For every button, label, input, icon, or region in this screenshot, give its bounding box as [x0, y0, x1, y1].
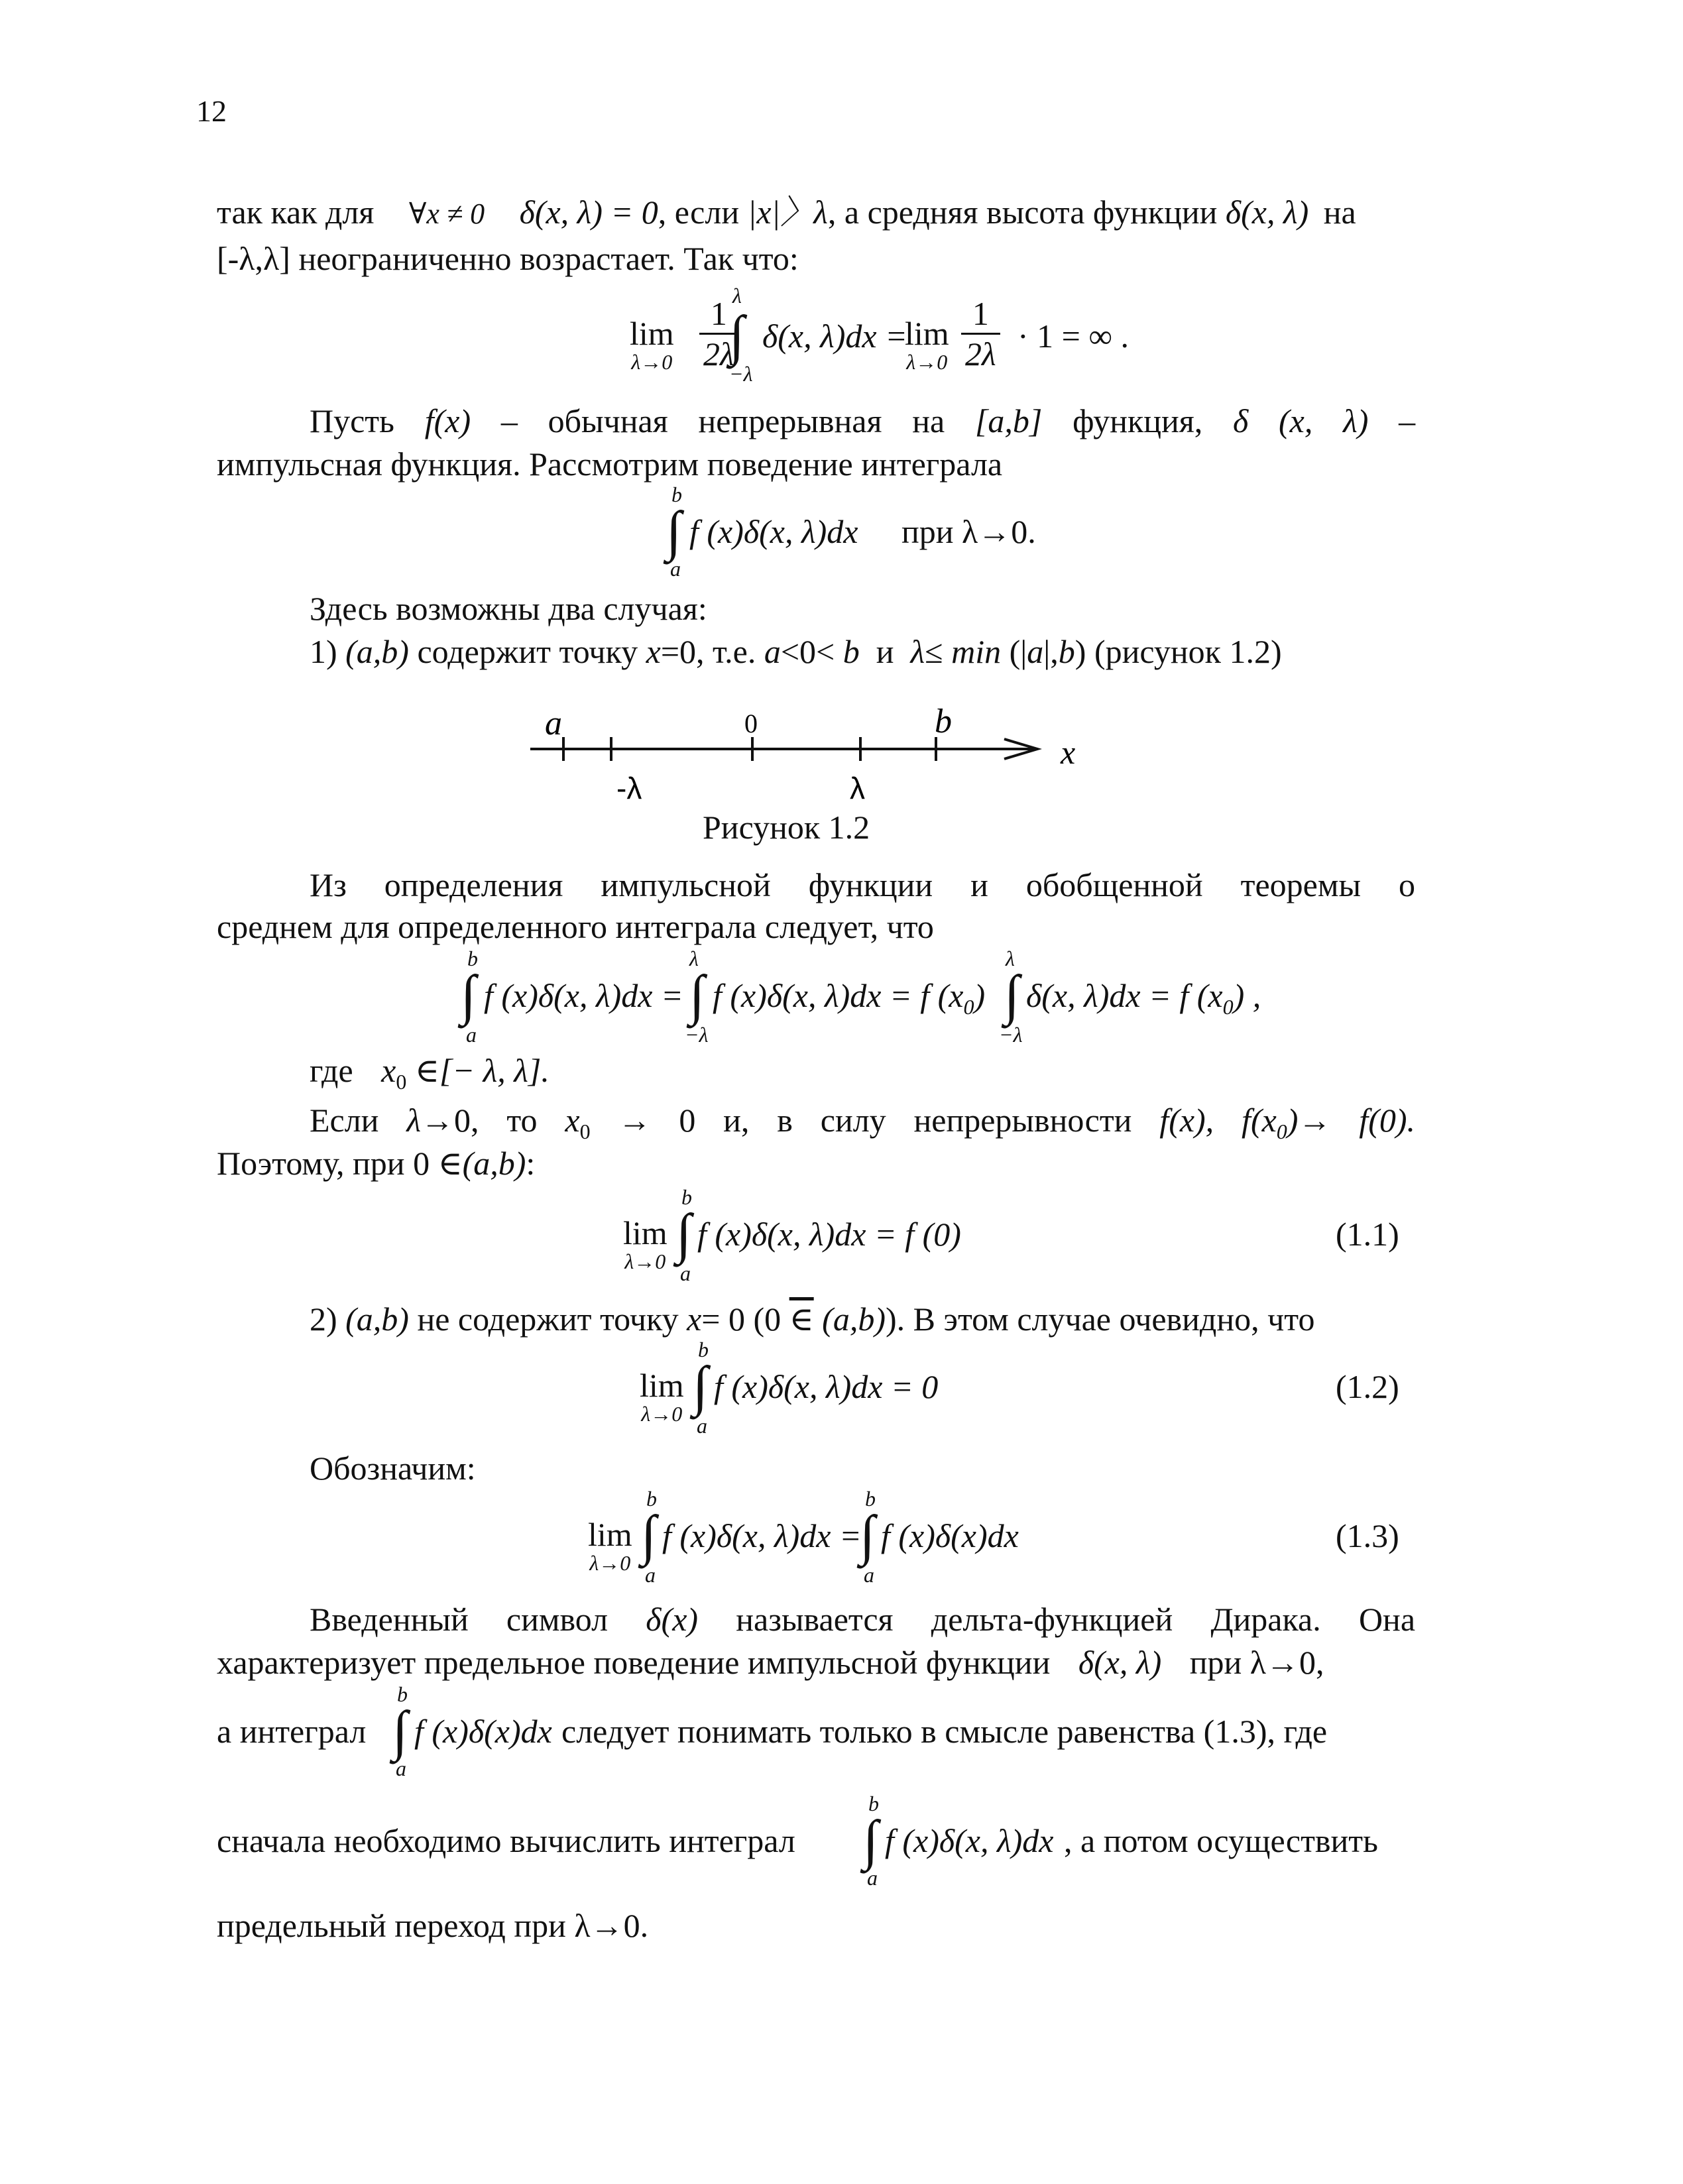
paragraph-2-line-2: импульсная функция. Рассмотрим поведение интеграла	[217, 445, 1003, 483]
paragraph-4-line-2: среднем для определенного интеграла следует, что	[217, 908, 934, 945]
paragraph-6-line-1: Введенный символ δ(x) называется дельта-функцией Дирака. Она	[310, 1601, 1416, 1638]
paragraph-6-line-4: сначала необходимо вычислить интеграл b ∫ a f (x)δ(x, λ)dx , а потом осуществить	[217, 1792, 1378, 1890]
equation-number-1-1: (1.1)	[1336, 1216, 1399, 1253]
denote-line: Обозначим:	[310, 1450, 476, 1487]
equation-mean-value: b ∫ a f (x)δ(x, λ)dx = λ ∫ −λ f (x)δ(x, λ)dx = f $(x_0)$ λ ∫ −λ δ(x, λ)dx = f $(x_0)$ ,	[461, 947, 1261, 1047]
label-x: x	[1061, 734, 1076, 771]
equation-1-1: lim λ→0 b ∫ a f (x)δ(x, λ)dx = f (0)	[623, 1185, 961, 1285]
label-a: a	[545, 705, 562, 742]
paragraph-2-line-1: Пусть f(x) – обычная непрерывная на [a,b] функция, δ (x, λ) –	[310, 402, 1416, 439]
case-2-line: 2) (a,b) не содержит точку x= 0 (0 ∈ (a,b)). В этом случае очевидно, что	[310, 1300, 1315, 1338]
paragraph-5-line-1: Если λ→0, то $x_0 \to 0$ и, в силу непрерывности f(x), $f(x_0)\to f(0)$.	[310, 1102, 1415, 1143]
where-line: где $x_0$ ∈[− λ, λ].	[310, 1052, 550, 1094]
equation-number-1-2: (1.2)	[1336, 1368, 1399, 1405]
paragraph-6-line-5: предельный переход при λ→0.	[217, 1907, 649, 1944]
equation-number-1-3: (1.3)	[1336, 1517, 1399, 1554]
label-zero: 0	[744, 709, 758, 738]
equation-1-2: lim λ→0 b ∫ a f (x)δ(x, λ)dx = 0	[640, 1338, 939, 1438]
figure-caption: Рисунок 1.2	[703, 809, 870, 846]
page-number: 12	[196, 94, 227, 128]
case-1-line: 1) (a,b) содержит точку x=0, т.е. a<0< b и λ≤ min (|a|,b) (рисунок 1.2)	[310, 633, 1282, 670]
label-lambda: λ	[850, 771, 865, 805]
paragraph-5-line-2: Поэтому, при 0 ∈(a,b):	[217, 1145, 536, 1182]
equation-1-3: lim λ→0 b ∫ a f (x)δ(x, λ)dx = b ∫ a f (x)δ(x)dx	[588, 1487, 1019, 1587]
paragraph-4-line-1: Из определения импульсной функции и обобщенной теоремы о	[310, 866, 1416, 903]
label-neg-lambda: -λ	[616, 771, 642, 805]
equation-integral: b ∫ a f (x)δ(x, λ)dx при λ→0.	[666, 483, 1036, 581]
paragraph-6-line-3: а интеграл b ∫ a f (x)δ(x)dx следует понимать только в смысле равенства (1.3), где	[217, 1682, 1328, 1780]
label-b: b	[935, 703, 952, 740]
paragraph-6-line-2: характеризует предельное поведение импульсной функции δ(x, λ) при λ→0,	[217, 1644, 1324, 1681]
paragraph-1-line-2: [-λ,λ] неограниченно возрастает. Так что:	[217, 240, 799, 277]
paragraph-1-line-1: так как для ∀x ≠ 0 δ(x, λ) = 0, если |x|〉λ, а средняя высота функции δ(x, λ) на	[217, 194, 1356, 231]
figure-number-line	[524, 703, 1107, 815]
paragraph-3: Здесь возможны два случая:	[310, 590, 707, 627]
equation-limit-average: lim λ→0 $\frac{1}{2\lambda}$ λ ∫ −λ δ(x, λ)dx = lim λ→0 $\frac{1}{2\lambda}$ · 1 = ∞ .	[630, 284, 1129, 386]
